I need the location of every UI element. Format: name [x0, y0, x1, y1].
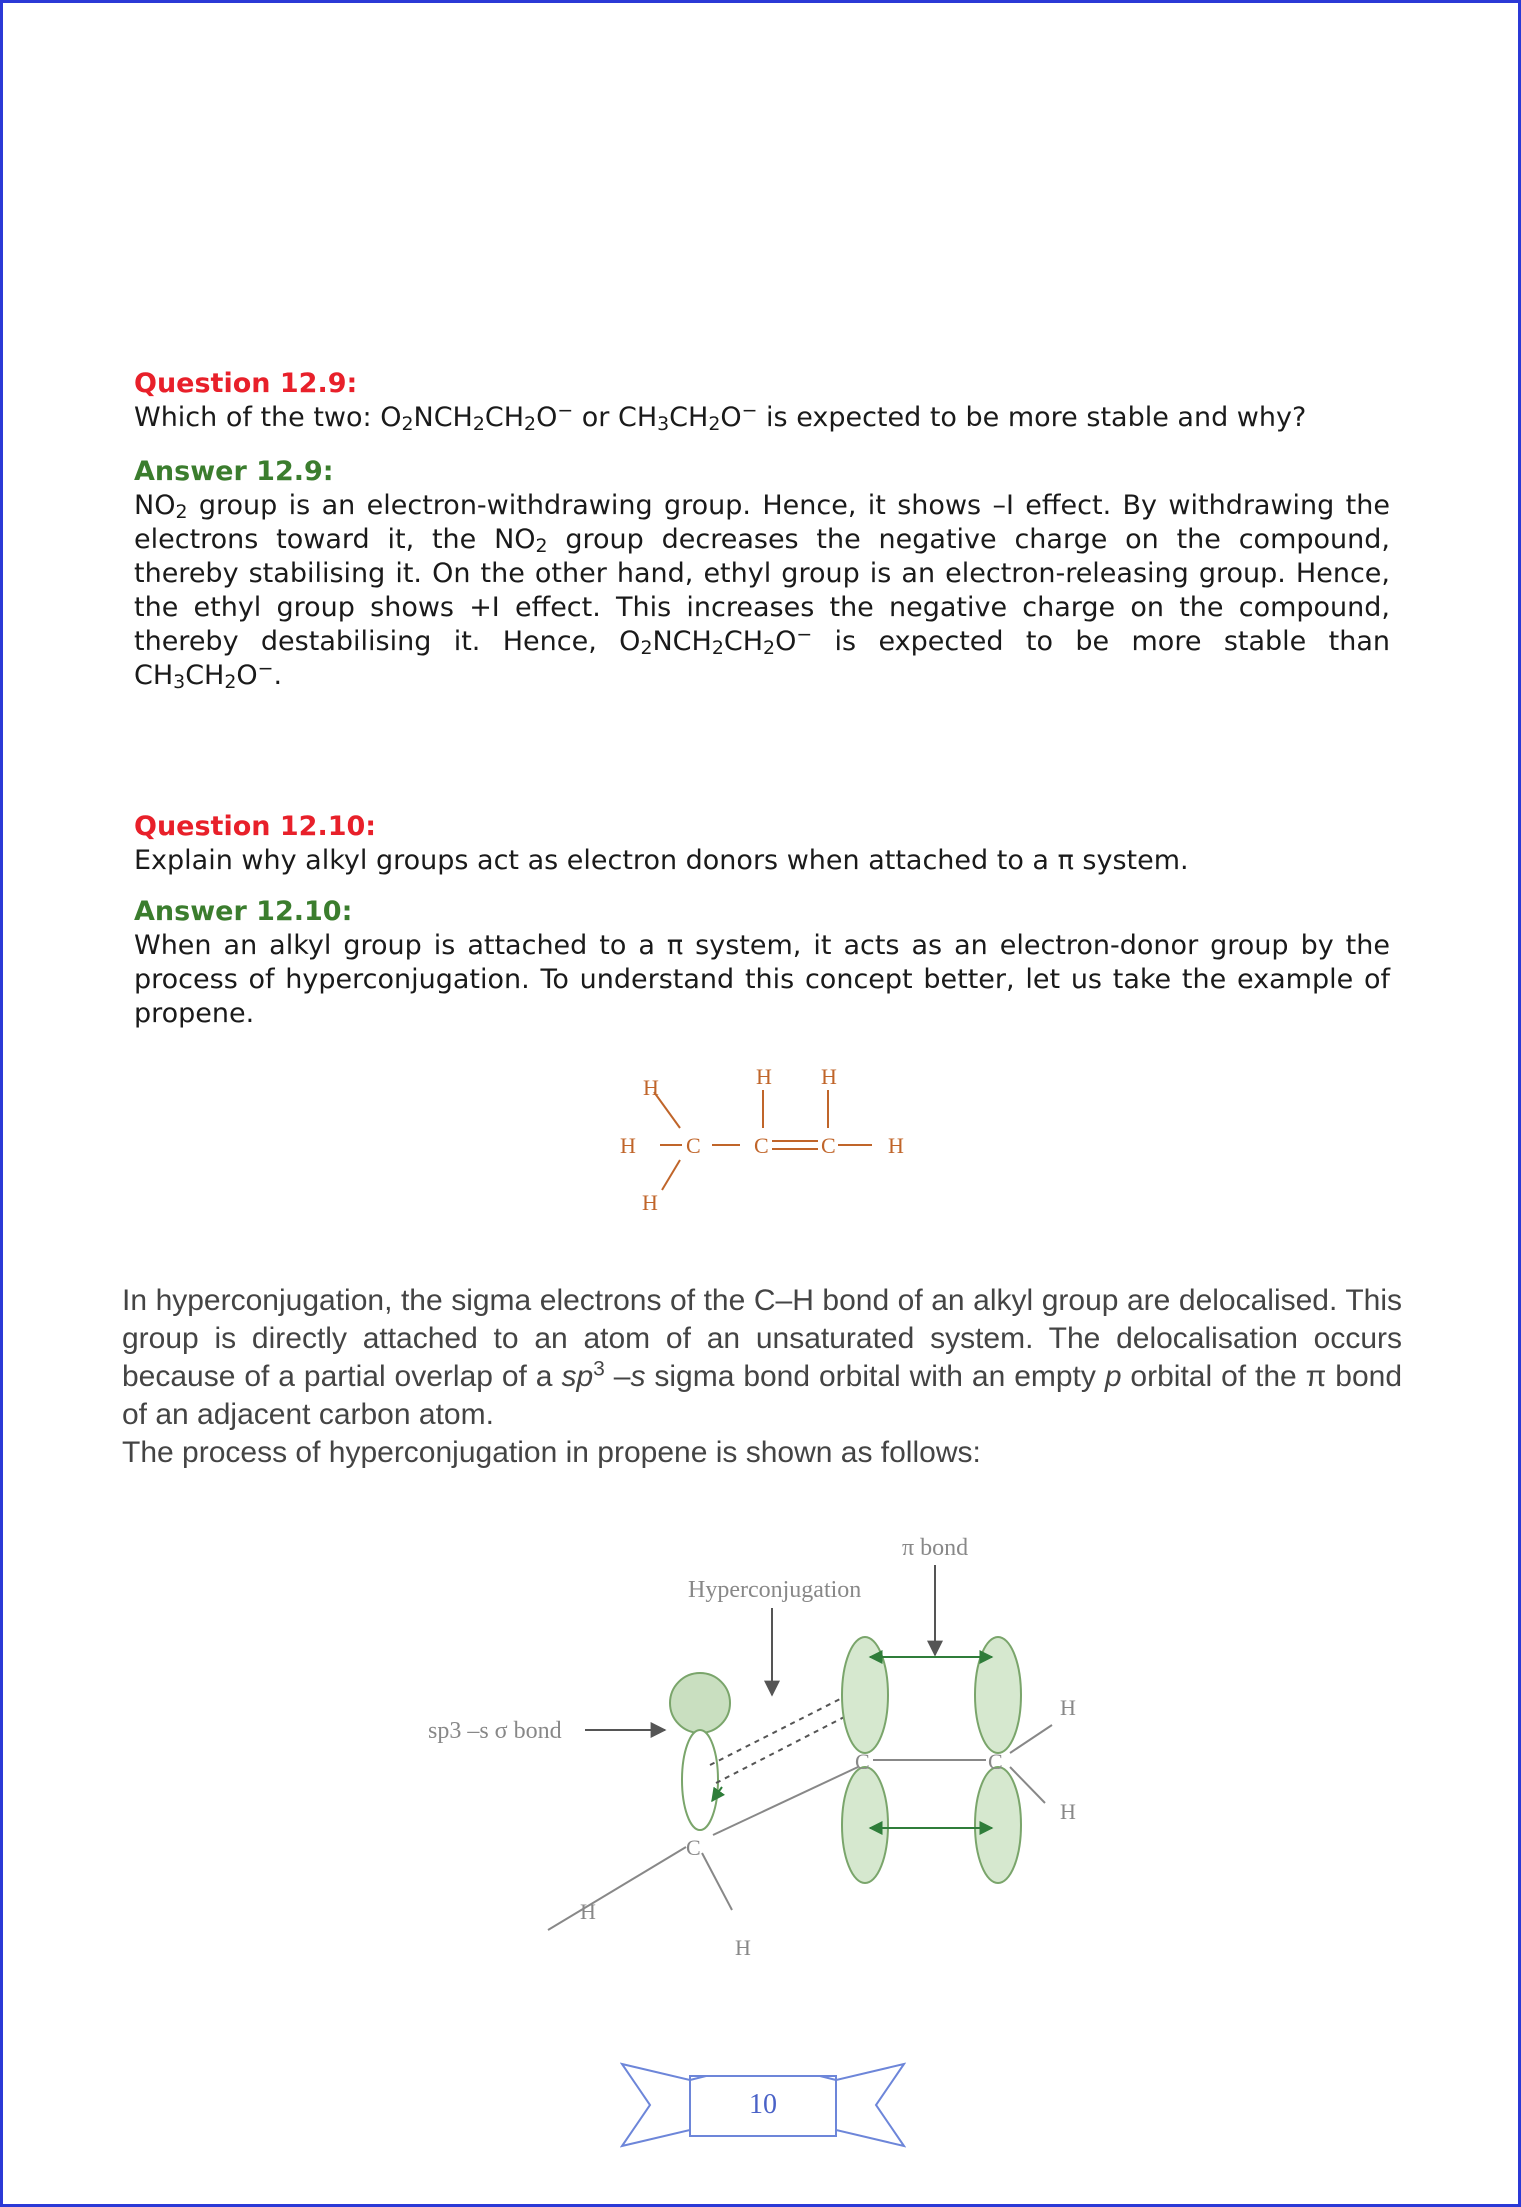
orbital-carbon-right: C	[988, 1749, 1003, 1774]
orbital-carbon-left: C	[686, 1835, 701, 1860]
propene-structure	[600, 1050, 940, 1230]
page-number: 10	[749, 2089, 777, 2120]
hyperconjugation-paragraph: In hyperconjugation, the sigma electrons of the C–H bond of an alkyl group are delocalised. This group is directly attached to an atom of an unsaturated system. The delocalisation occurs because of a partial overlap of a $sp^3$ –s sigma bond orbital with an empty p orbital of the π bond of an adjacent carbon atom.	[122, 1284, 1403, 1431]
propene-h-right: H	[888, 1133, 904, 1158]
sigma-bond-label: sp3 –s σ bond	[428, 1718, 562, 1744]
question-text: Explain why alkyl groups act as electron donors when attached to a π system.	[134, 845, 1189, 876]
hyperconjugation-figure	[420, 1525, 1140, 1970]
orbital-h-lower-left: H	[580, 1899, 596, 1924]
orbital-h-right-down: H	[1060, 1799, 1076, 1824]
answer-heading: Answer 12.10:	[134, 896, 353, 927]
propene-h-upper-left: H	[643, 1075, 659, 1100]
answer-heading: Answer 12.9:	[134, 456, 334, 487]
question-heading: Question 12.9:	[134, 368, 358, 399]
hyperconjugation-explanation	[122, 1282, 1402, 1472]
propene-c2: C	[754, 1133, 769, 1158]
orbital-h-bottom: H	[735, 1935, 751, 1960]
answer-12-10	[134, 895, 1390, 1031]
propene-h-top1: H	[756, 1064, 772, 1089]
orbital-h-right-up: H	[1060, 1695, 1076, 1720]
propene-c1: C	[686, 1133, 701, 1158]
question-12-9	[134, 367, 1390, 435]
answer-text: $NO_2$ group is an electron-withdrawing group. Hence, it shows –I effect. By withdrawing the electrons toward it, the $NO_2$ group decreases the negative charge on the compound, thereby stabilising it. On the other hand, ethyl group is an electron-releasing group. Hence, the ethyl group shows +I effect. This increases the negative charge on the compound, thereby destabilising it. Hence, $O_2NCH_2CH_2O^-$ is expected to be more stable than $CH_3CH_2O^-$.	[134, 490, 1391, 693]
hyperconjugation-label: Hyperconjugation	[688, 1577, 862, 1603]
answer-text: When an alkyl group is attached to a π system, it acts as an electron-donor group by the process of hyperconjugation. To understand this concept better, let us take the example of propene.	[134, 930, 1390, 1029]
propene-h-top2: H	[821, 1064, 837, 1089]
propene-h-left: H	[620, 1133, 636, 1158]
pi-bond-label: π bond	[902, 1535, 969, 1561]
question-12-10	[134, 810, 1390, 878]
page-number-ribbon	[620, 2060, 906, 2150]
propene-h-lower-left: H	[642, 1190, 658, 1215]
orbital-carbon-middle: C	[855, 1749, 870, 1774]
propene-c3: C	[821, 1133, 836, 1158]
question-heading: Question 12.10:	[134, 811, 377, 842]
process-intro: The process of hyperconjugation in propene is shown as follows:	[122, 1436, 981, 1469]
question-text: Which of the two: $O_2NCH_2CH_2O^-$ or $CH_3CH_2O^-$ is expected to be more stable and why?	[134, 399, 1307, 435]
answer-12-9	[134, 455, 1390, 693]
